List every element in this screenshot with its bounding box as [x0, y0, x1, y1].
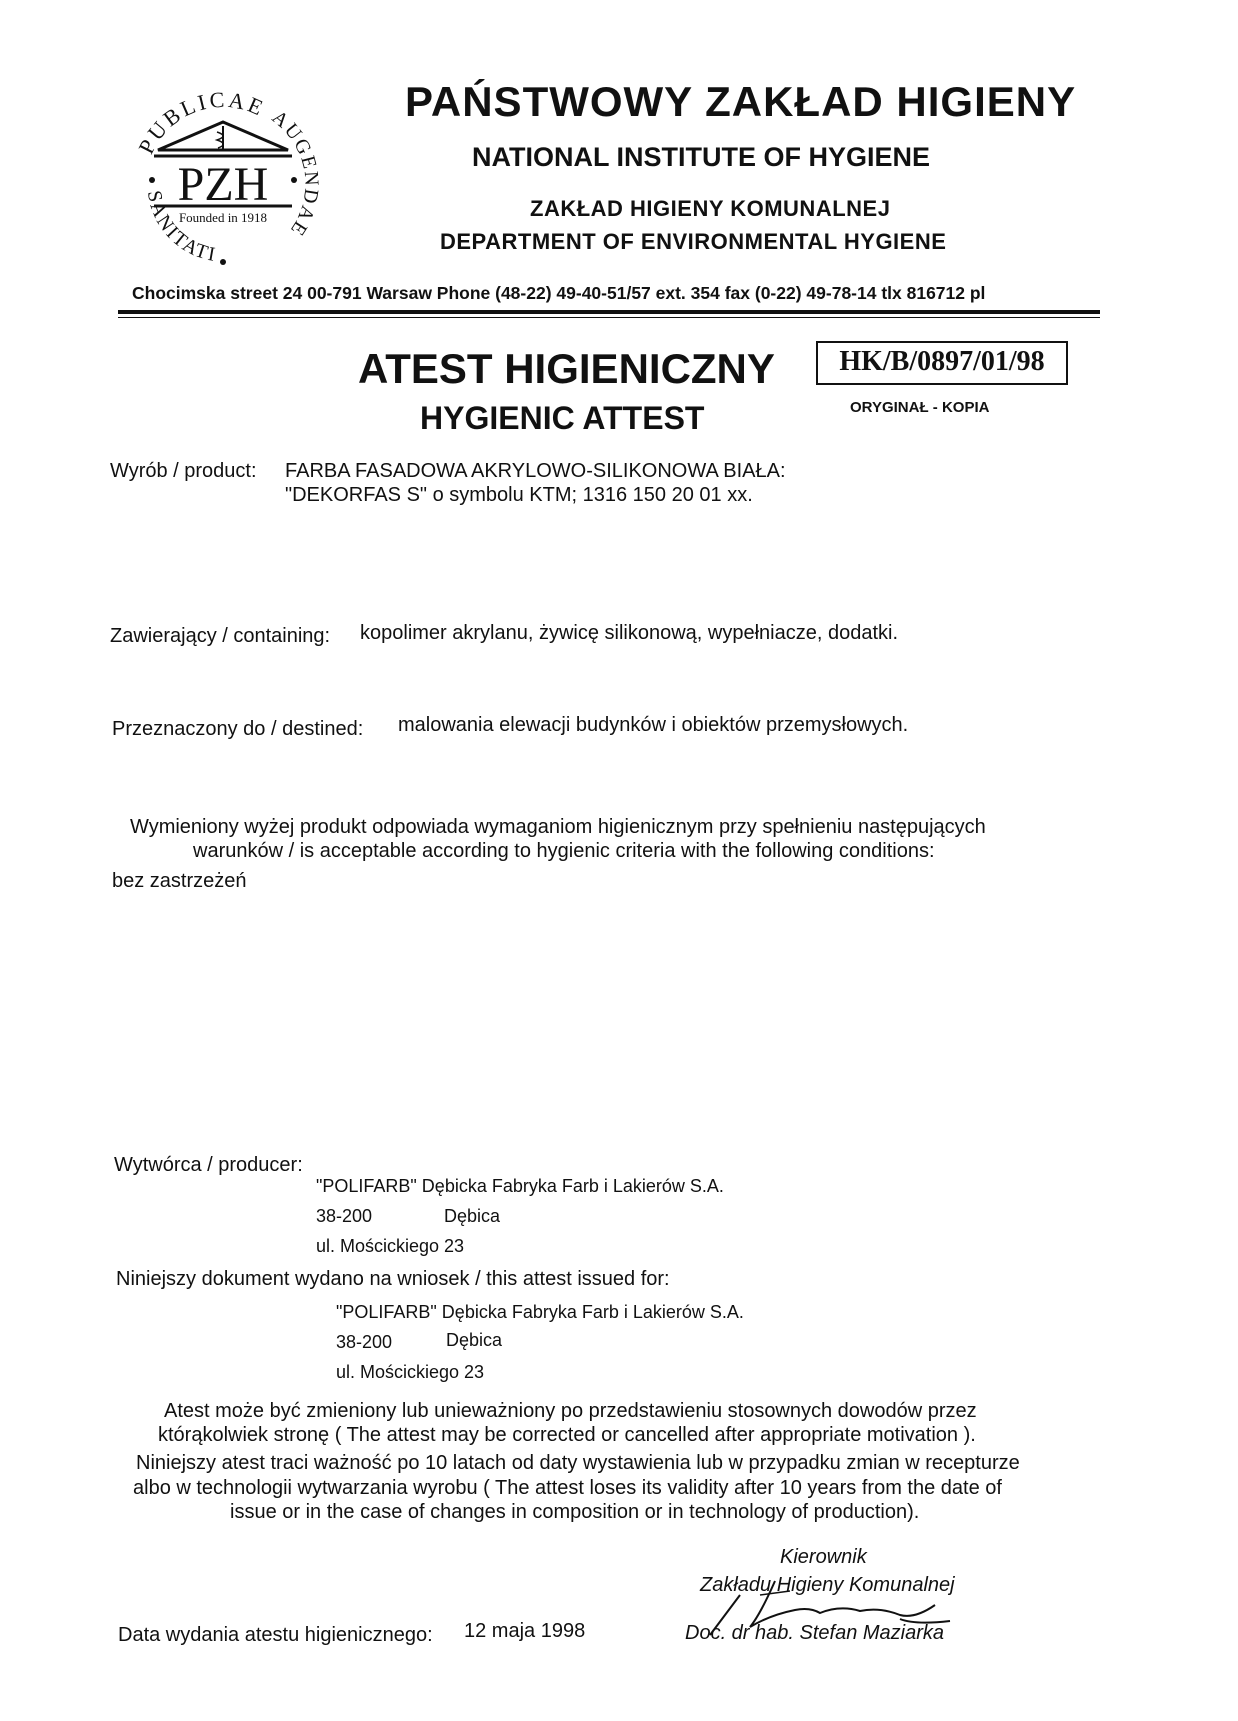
- producer-name: "POLIFARB" Dębicka Fabryka Farb i Lakierów S.A.: [316, 1176, 724, 1196]
- issued-for-name: "POLIFARB" Dębicka Fabryka Farb i Lakierów S.A.: [336, 1302, 744, 1322]
- issued-for-postal: 38-200: [336, 1332, 393, 1352]
- conditions-value: bez zastrzeżeń: [112, 870, 247, 892]
- notice-line-2: którąkolwiek stronę ( The attest may be corrected or cancelled after appropriate motivation ).: [158, 1424, 976, 1446]
- seal-founded: Founded in 1918: [178, 210, 268, 225]
- seal-initials: PZH: [177, 158, 269, 211]
- notice-line-5: issue or in the case of changes in composition or in technology of production).: [230, 1501, 920, 1523]
- signatory-role: Kierownik: [780, 1546, 867, 1568]
- reference-number-box: [816, 341, 1068, 385]
- document-title: ATEST HIGIENICZNY: [358, 345, 775, 392]
- issue-date-label: Data wydania atestu higienicznego:: [118, 1624, 433, 1646]
- institute-name-en: NATIONAL INSTITUTE OF HYGIENE: [472, 142, 931, 172]
- producer-street: ul. Mościckiego 23: [316, 1236, 465, 1256]
- copy-note: ORYGINAŁ - KOPIA: [850, 399, 990, 416]
- seal-ring-bottom: SANITATI: [142, 188, 219, 267]
- containing-value: kopolimer akrylanu, żywicę silikonową, wypełniacze, dodatki.: [360, 622, 899, 644]
- notice-line-3: Niniejszy atest traci ważność po 10 latach od daty wystawienia lub w przypadku zmian w recepturze: [136, 1452, 1020, 1474]
- producer-label: Wytwórca / producer:: [114, 1154, 303, 1176]
- signatory-name: Doc. dr hab. Stefan Maziarka: [685, 1622, 945, 1644]
- seal-ring-right: AUGENDAE: [267, 106, 323, 241]
- product-line-1: FARBA FASADOWA AKRYLOWO-SILIKONOWA BIAŁA:: [285, 460, 786, 482]
- issued-for-label: Niniejszy dokument wydano na wniosek / this attest issued for:: [116, 1268, 670, 1290]
- notice-line-1: Atest może być zmieniony lub unieważniony po przedstawieniu stosownych dowodów przez: [164, 1400, 977, 1422]
- containing-label: Zawierający / containing:: [110, 625, 331, 647]
- conditions-line-1: Wymieniony wyżej produkt odpowiada wymaganiom higienicznym przy spełnieniu następujących: [130, 816, 986, 838]
- producer-postal: 38-200: [316, 1206, 373, 1226]
- header-rule: [118, 310, 1100, 314]
- institute-address: Chocimska street 24 00-791 Warsaw Phone (48-22) 49-40-51/57 ext. 354 fax (0-22) 49-78-14 tlx 816712 pl: [132, 283, 986, 303]
- seal-ring-top: PUBLICAE: [133, 86, 270, 158]
- notice-line-4: albo w technologii wytwarzania wyrobu ( The attest loses its validity after 10 years from the date of: [133, 1477, 1002, 1499]
- pzh-seal-logo: [118, 72, 328, 282]
- destined-value: malowania elewacji budynków i obiektów przemysłowych.: [398, 714, 909, 736]
- issue-date-value: 12 maja 1998: [464, 1620, 586, 1642]
- reference-number: HK/B/0897/01/98: [839, 346, 1045, 377]
- issued-for-city: Dębica: [446, 1330, 503, 1350]
- issued-for-street: ul. Mościckiego 23: [336, 1362, 485, 1382]
- conditions-line-2: warunków / is acceptable according to hygienic criteria with the following conditions:: [193, 840, 935, 862]
- product-label: Wyrób / product:: [110, 460, 257, 482]
- producer-city: Dębica: [444, 1206, 501, 1226]
- signatory-unit: Zakładu Higieny Komunalnej: [700, 1574, 955, 1596]
- document-subtitle: HYGIENIC ATTEST: [420, 400, 705, 436]
- department-name-en: DEPARTMENT OF ENVIRONMENTAL HYGIENE: [440, 229, 947, 254]
- department-name-pl: ZAKŁAD HIGIENY KOMUNALNEJ: [530, 196, 891, 221]
- destined-label: Przeznaczony do / destined:: [112, 718, 364, 740]
- institute-name-pl: PAŃSTWOWY ZAKŁAD HIGIENY: [405, 78, 1077, 125]
- header-rule-thin: [118, 317, 1100, 318]
- product-line-2: "DEKORFAS S" o symbolu KTM; 1316 150 20 01 xx.: [285, 484, 753, 506]
